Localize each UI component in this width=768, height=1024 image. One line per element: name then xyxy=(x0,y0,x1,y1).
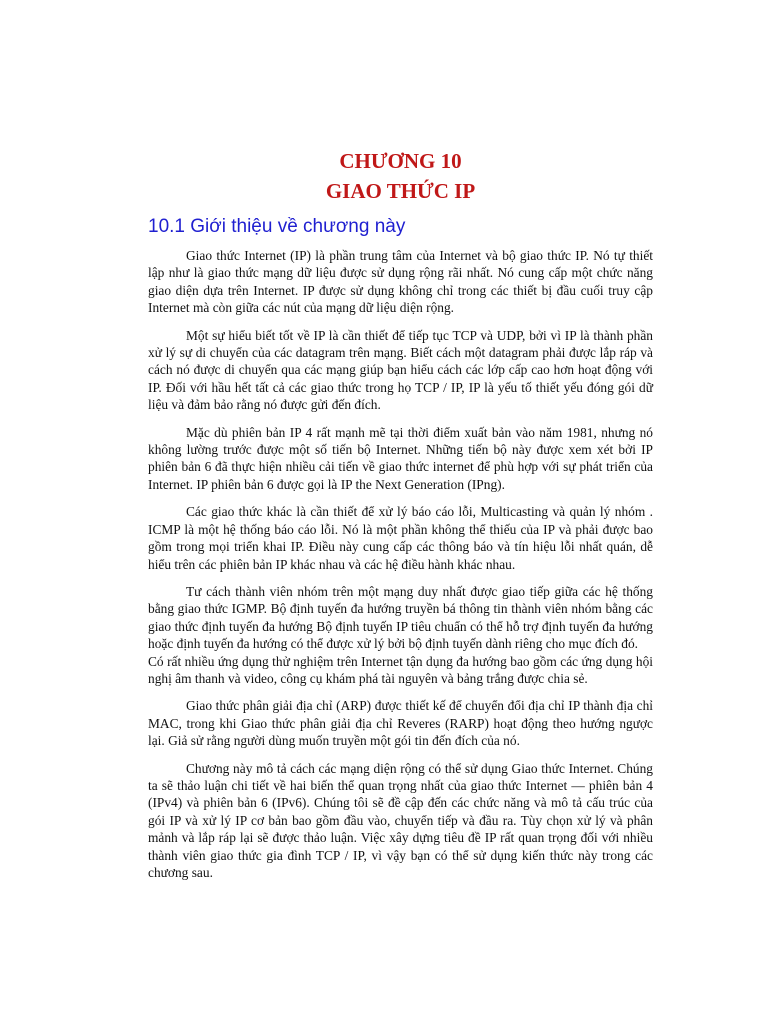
chapter-heading xyxy=(148,146,653,206)
paragraph-multicast-apps: Có rất nhiều ứng dụng thử nghiệm trên Internet tận dụng đa hướng bao gồm các ứng dụng hội nghị âm thanh và video, công cụ khám phá tài nguyên và bảng trắng được chia sẻ. xyxy=(148,653,653,686)
paragraph-intro: Giao thức Internet (IP) là phần trung tâm của Internet và bộ giao thức IP. Nó tự thiết lập như là giao thức mạng dữ liệu được sử dụng rộng rãi nhất. Nó cung cấp một chức năng giao diện dựa trên Internet. IP được sử dụng không chỉ trong các thiết bị đầu cuối truy cập Internet mà còn giữa các nút của mạng dữ liệu diện rộng. xyxy=(148,248,653,316)
paragraph-group-membership: Tư cách thành viên nhóm trên một mạng duy nhất được giao tiếp giữa các hệ thống bằng giao thức IGMP. Bộ định tuyến đa hướng truyền bá thông tin thành viên nhóm bằng các giao thức định tuyến đa hướng Bộ định tuyến IP tiêu chuẩn có thể hỗ trợ định tuyến đa hướng hoặc định tuyến đa hướng có thể được xử lý bởi bộ định tuyến dành riêng cho mục đích đó. xyxy=(148,583,653,652)
section-heading: 10.1 Giới thiệu về chương này xyxy=(148,216,406,237)
paragraph-arp: Giao thức phân giải địa chỉ (ARP) được thiết kế để chuyển đổi địa chỉ IP thành địa chỉ MAC, trong khi Giao thức phân giải địa chỉ Reveres (RARP) hoạt động theo hướng ngược lại. Giả sử rằng người dùng muốn truyền một gói tin đến đích của nó. xyxy=(148,698,653,749)
paragraph-ip-version: Mặc dù phiên bản IP 4 rất mạnh mẽ tại thời điểm xuất bản vào năm 1981, nhưng nó không lường trước được một số tiến bộ Internet. Những tiến bộ này được xem xét bởi IP phiên bản 6 đã thực hiện nhiều cải tiến về giao thức internet để phù hợp với sự phát triển của Internet. IP phiên bản 6 được gọi là IP the Next Generation (IPng). xyxy=(148,424,653,492)
paragraph-other-protocols: Các giao thức khác là cần thiết để xử lý báo cáo lỗi, Multicasting và quản lý nhóm . ICMP là một hệ thống báo cáo lỗi. Nó là một phần không thể thiếu của IP và phải được bao gồm trong mọi triển khai IP. Điều này cung cấp các thông báo và tín hiệu lỗi nhất quán, dễ hiểu trên các phiên bản IP khác nhau và các hệ điều hành khác nhau. xyxy=(148,504,653,572)
paragraph-ip-understanding: Một sự hiểu biết tốt về IP là cần thiết để tiếp tục TCP và UDP, bởi vì IP là thành phần xử lý sự di chuyển của các datagram trên mạng. Biết cách một datagram phải được lắp ráp và cách nó được di chuyển qua các mạng giúp bạn hiểu cách các lớp cấp cao hơn hoạt động với IP. Đối với hầu hết tất cả các giao thức trong họ TCP / IP, IP là yếu tố thiết yếu đóng gói dữ liệu và đảm bảo rằng nó được gửi đến đích. xyxy=(148,327,653,413)
chapter-number: CHƯƠNG 10 xyxy=(339,149,462,173)
chapter-title: GIAO THỨC IP xyxy=(325,179,476,203)
body-text xyxy=(148,247,653,891)
paragraph-chapter-summary: Chương này mô tả cách các mạng diện rộng có thể sử dụng Giao thức Internet. Chúng ta sẽ thảo luận chi tiết về hai biến thể quan trọng nhất của giao thức Internet — phiên bản 4 (IPv4) và phiên bản 6 (IPv6). Chúng tôi sẽ đề cập đến các chức năng và mô tả cấu trúc của gói IP và xử lý IP cơ bản bao gồm đầu vào, chuyển tiếp và đầu ra. Tùy chọn xử lý và phân mảnh và lắp ráp lại sẽ được thảo luận. Việc xây dựng tiêu đề IP rất quan trọng đối với nhiều thành viên giao thức gia đình TCP / IP, vì vậy bạn có thể sử dụng kiến thức này trong các chương sau. xyxy=(148,760,653,880)
